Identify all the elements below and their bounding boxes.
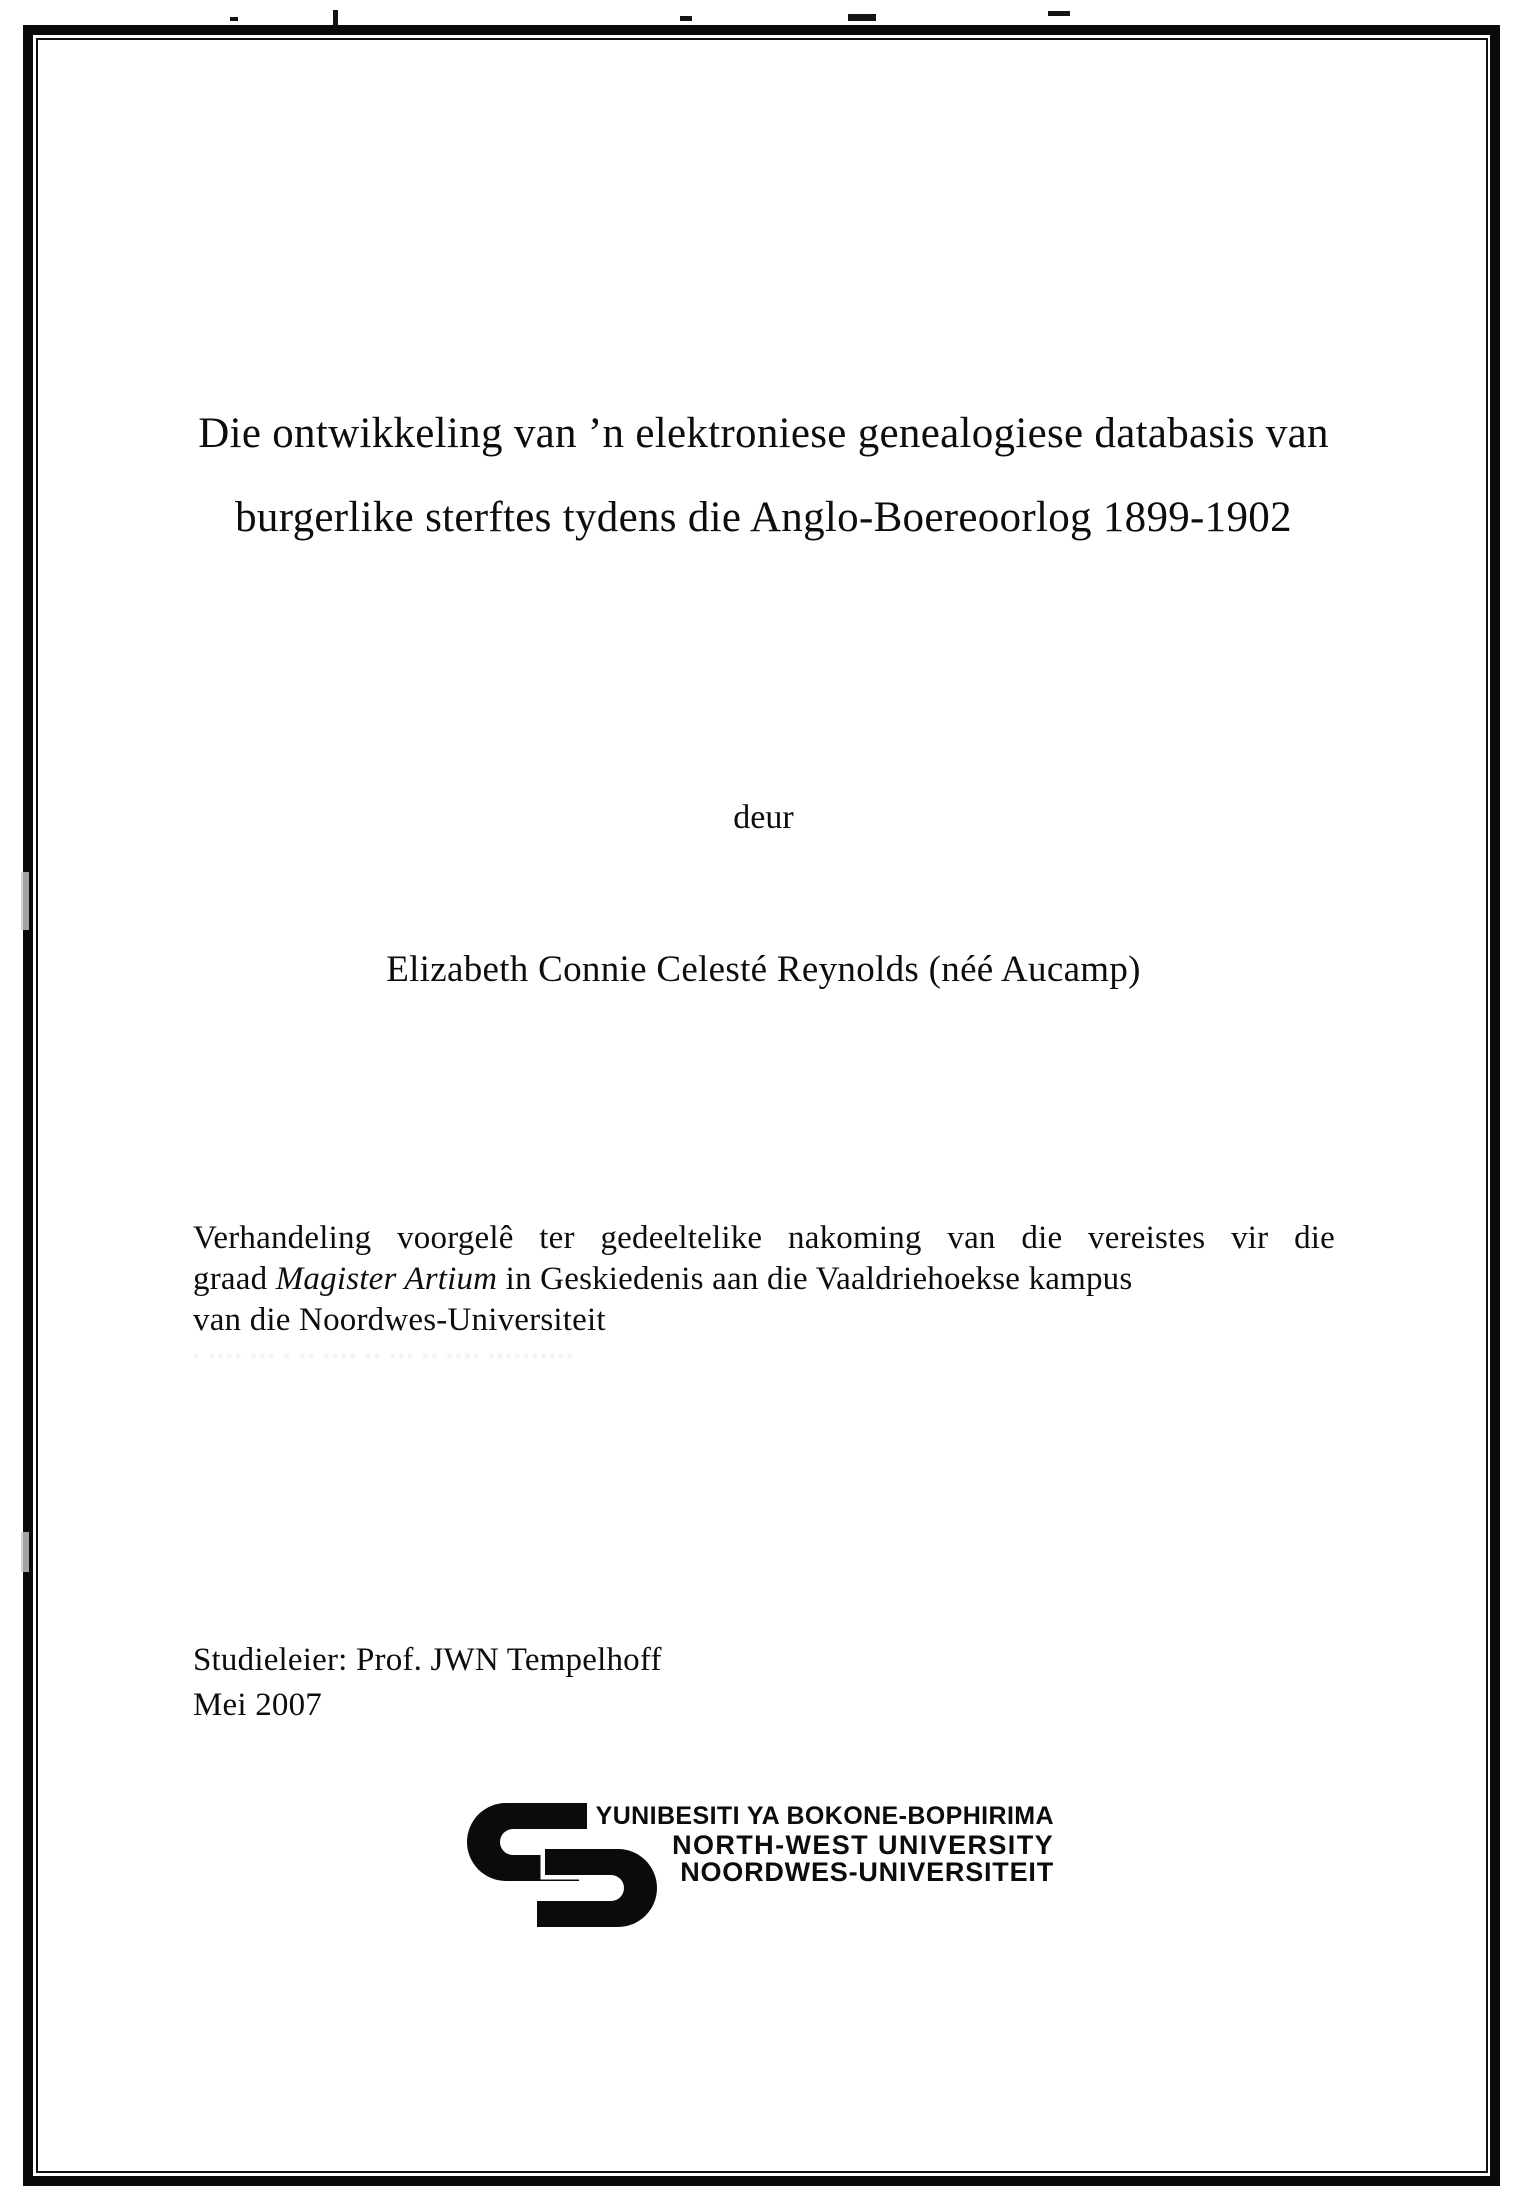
degree-statement-line-3: van die Noordwes-Universiteit <box>193 1302 606 1338</box>
degree-name-italic: Magister Artium <box>275 1261 498 1297</box>
bleed-through-ghost-text: · ···· ··· · ·· ···· ·· ··· ·· ···· ·········· <box>193 1346 575 1364</box>
scan-smudge <box>21 1532 29 1572</box>
degree-line2-prefix: graad <box>193 1261 276 1297</box>
degree-statement <box>193 1218 1335 1341</box>
scan-speck <box>230 17 238 21</box>
thesis-title-line-2: burgerlike sterftes tydens die Anglo-Boereoorlog 1899-1902 <box>235 494 1292 541</box>
thesis-title-line-1: Die ontwikkeling van ’n elektroniese genealogiese databasis van <box>198 410 1329 457</box>
logo-line-setswana: YUNIBESITI YA BOKONE-BOPHIRIMA <box>595 1802 1054 1830</box>
author-name: Elizabeth Connie Celesté Reynolds (néé Aucamp) <box>386 949 1141 990</box>
scan-speck <box>333 10 338 26</box>
date-line: Mei 2007 <box>193 1687 323 1723</box>
supervisor-line: Studieleier: Prof. JWN Tempelhoff <box>193 1642 662 1678</box>
byline-deur: deur <box>733 799 794 836</box>
scan-speck <box>1048 11 1070 16</box>
scan-speck <box>680 16 692 21</box>
logo-line-afrikaans: NOORDWES-UNIVERSITEIT <box>680 1857 1054 1887</box>
degree-statement-line-1: Verhandeling voorgelê ter gedeeltelike nakoming van die vereistes vir die <box>193 1220 1335 1256</box>
university-logo-text <box>584 1800 1054 1886</box>
supervisor-block <box>193 1638 662 1728</box>
scan-smudge <box>21 872 29 930</box>
degree-statement-line-2 <box>193 1259 1335 1300</box>
degree-line2-suffix: in Geskiedenis aan die Vaaldriehoekse kampus <box>497 1261 1133 1297</box>
scan-speck <box>848 14 876 21</box>
logo-line-english: NORTH-WEST UNIVERSITY <box>672 1830 1054 1860</box>
thesis-title <box>95 392 1432 560</box>
